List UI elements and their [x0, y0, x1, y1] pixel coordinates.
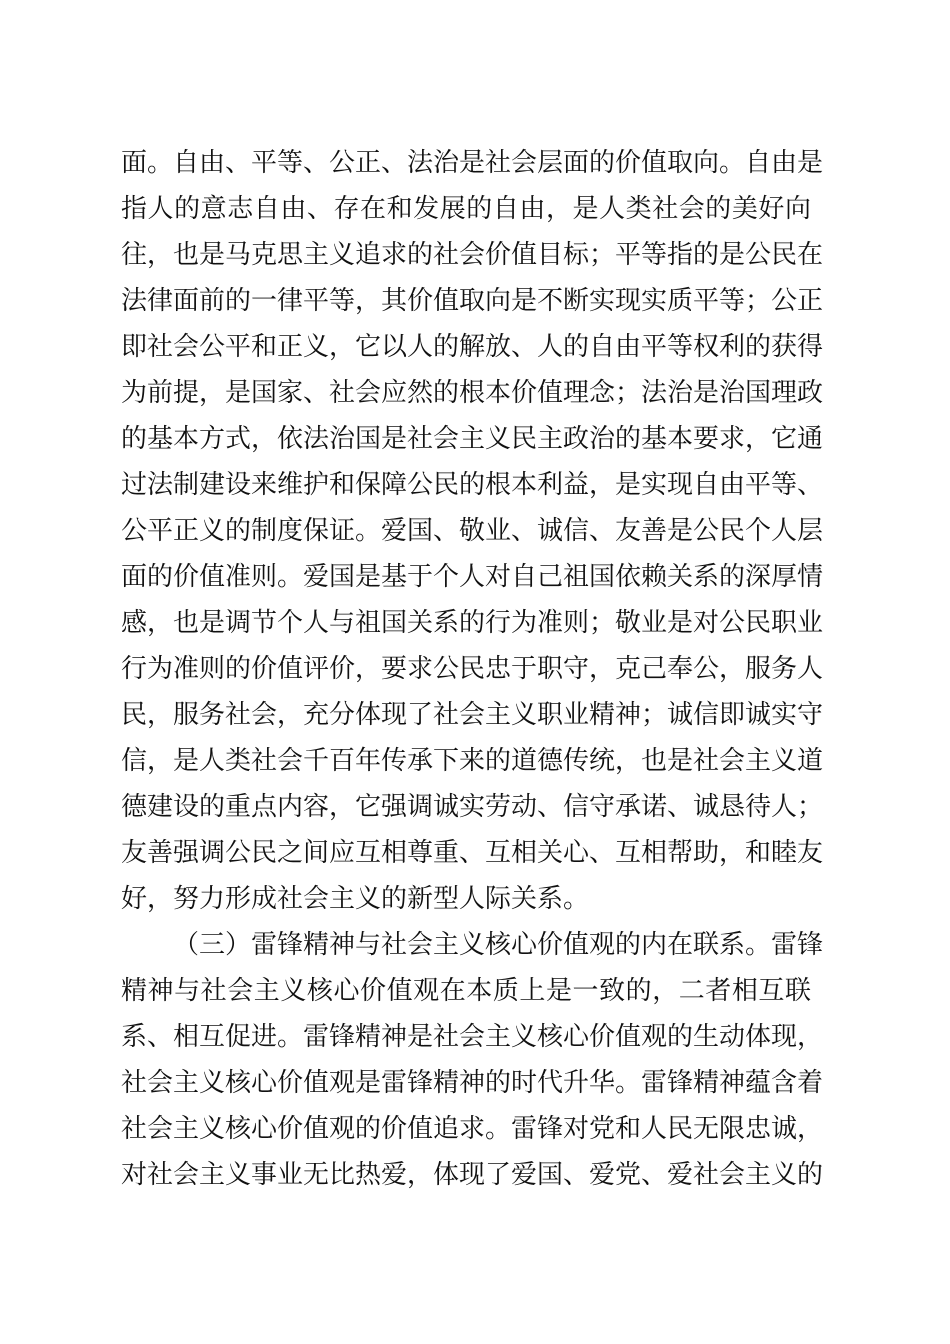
text-line: 往，也是马克思主义追求的社会价值目标；平等指的是公民在 — [121, 240, 824, 270]
text-line: 感，也是调节个人与祖国关系的行为准则；敬业是对公民职业 — [121, 608, 824, 638]
text-line: 社会主义核心价值观的价值追求。雷锋对党和人民无限忠诚， — [121, 1114, 824, 1144]
text-line: 对社会主义事业无比热爱，体现了爱国、爱党、爱社会主义的 — [121, 1160, 824, 1190]
text-line: 即社会公平和正义，它以人的解放、人的自由平等权利的获得 — [121, 332, 824, 362]
text-line: 系、相互促进。雷锋精神是社会主义核心价值观的生动体现， — [121, 1022, 824, 1052]
text-line: 社会主义核心价值观是雷锋精神的时代升华。雷锋精神蕴含着 — [121, 1068, 824, 1098]
text-line: 公平正义的制度保证。爱国、敬业、诚信、友善是公民个人层 — [121, 516, 824, 546]
text-line: 的基本方式，依法治国是社会主义民主政治的基本要求，它通 — [121, 424, 824, 454]
text-line: 行为准则的价值评价，要求公民忠于职守，克己奉公，服务人 — [121, 654, 824, 684]
text-line: 法律面前的一律平等，其价值取向是不断实现实质平等；公正 — [121, 286, 824, 316]
text-line: 为前提，是国家、社会应然的根本价值理念；法治是治国理政 — [121, 378, 824, 408]
paragraph-end-line: 好，努力形成社会主义的新型人际关系。 — [121, 884, 590, 914]
body-text — [121, 140, 824, 1198]
text-line: 面。自由、平等、公正、法治是社会层面的价值取向。自由是 — [121, 148, 824, 178]
text-line: 民，服务社会，充分体现了社会主义职业精神；诚信即诚实守 — [121, 700, 824, 730]
section-heading-line: （三）雷锋精神与社会主义核心价值观的内在联系。雷锋 — [173, 930, 824, 960]
text-line: 德建设的重点内容，它强调诚实劳动、信守承诺、诚恳待人； — [121, 792, 824, 822]
text-line: 友善强调公民之间应互相尊重、互相关心、互相帮助，和睦友 — [121, 838, 824, 868]
text-line: 面的价值准则。爱国是基于个人对自己祖国依赖关系的深厚情 — [121, 562, 824, 592]
text-line: 过法制建设来维护和保障公民的根本利益，是实现自由平等、 — [121, 470, 824, 500]
text-line: 信，是人类社会千百年传承下来的道德传统，也是社会主义道 — [121, 746, 824, 776]
text-line: 精神与社会主义核心价值观在本质上是一致的，二者相互联 — [121, 976, 811, 1006]
text-line: 指人的意志自由、存在和发展的自由，是人类社会的美好向 — [121, 194, 811, 224]
